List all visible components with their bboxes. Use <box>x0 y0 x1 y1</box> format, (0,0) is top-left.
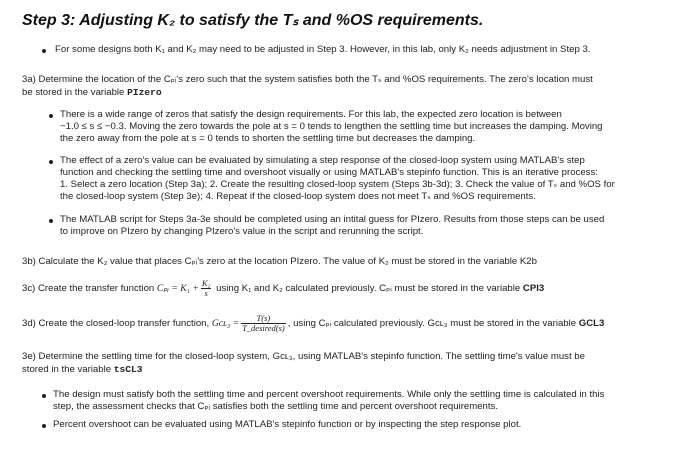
bullet-a1-line3: the zero away from the pole at s = 0 tends to shorten the settling time but decreases the damping. <box>60 133 476 144</box>
bullet-e1-line1: The design must satisfy both the settling time and percent overshoot requirements. While only the settling time is calculated in this <box>53 389 605 400</box>
var-pizero: PIzero <box>127 87 162 98</box>
section-3b: 3b) Calculate the K₂ value that places Cₚᵢ's zero at the location PIzero. The value of K₂ must be stored in the variable K2b <box>22 256 537 267</box>
fraction-t-over-tdesired: $\frac{T(s)}{\text{T\_desired(s)}}$ <box>242 313 285 333</box>
section-3c: 3c) Create the transfer function Cₚᵢ = K₁ + $\frac{\text{K₂}}{s}$ using K₁ and K₂ calculated previously. Cₚᵢ must be stored in the variable CPI3 <box>22 278 545 298</box>
bullet-a3-line2: to improve on PIzero by changing PIzero's value in the script and rerunning the script. <box>60 226 424 237</box>
page-title: Step 3: Adjusting K₂ to satisfy the Tₛ and %OS requirements. <box>22 12 484 29</box>
fraction-k2-over-s: $\frac{\text{K₂}}{s}$ <box>201 278 211 298</box>
intro-bullet-text: For some designs both K₁ and K₂ may need to be adjusted in Step 3. However, in this lab, only K₂ needs adjustment in Step 3. <box>55 44 591 55</box>
var-tscl3: tsCL3 <box>113 364 143 375</box>
bullet-a2-line2: function and checking the settling time and overshoot visually or using MATLAB's stepinfo function. This is an iterative process: <box>60 167 598 178</box>
var-gcl3: GCL3 <box>578 318 605 330</box>
bullet-a1-line1: There is a wide range of zeros that satisfy the design requirements. For this lab, the expected zero location is between <box>60 109 562 120</box>
section-3e-line1: 3e) Determine the settling time for the closed-loop system, Gᴄʟ₃, using MATLAB's stepinfo function. The settling time's value must be <box>22 351 585 362</box>
section-3d: 3d) Create the closed-loop transfer function, Gᴄʟ₃ = $\frac{T(s)}{\text{T\_desired(s)}}$ , using Cₚᵢ calculated previously. Gᴄʟ₃ must be stored in the variable GCL3 <box>22 313 605 333</box>
bullet-dot <box>49 160 53 164</box>
bullet-dot <box>49 219 53 223</box>
bullet-a1-line2: −1.0 ≤ s ≤ −0.3. Moving the zero towards the pole at s = 0 tends to lengthen the settling time but increases the damping. Moving <box>60 121 603 132</box>
bullet-a3-line1: The MATLAB script for Steps 3a-3e should be completed using an intital guess for PIzero. Results from those steps can be used <box>60 214 605 225</box>
bullet-dot <box>49 114 53 118</box>
section-3a-line2: be stored in the variable PIzero <box>22 87 162 98</box>
bullet-a2-line4: the closed-loop system (Step 3e); 4. Repeat if the closed-loop system does not meet Tₛ and %OS requirements. <box>60 191 536 202</box>
bullet-e1-line2: step, the assessment checks that Cₚᵢ satisfies both the settling time and percent overshoot requirements. <box>53 401 499 412</box>
bullet-e2-line1: Percent overshoot can be evaluated using MATLAB's stepinfo function or by inspecting the step response plot. <box>53 419 522 430</box>
section-3a-line1: 3a) Determine the location of the Cₚᵢ's zero such that the system satisfies both the Tₛ and %OS requirements. The zero's location must <box>22 74 593 85</box>
section-3e-line2: stored in the variable tsCL3 <box>22 364 143 375</box>
bullet-dot <box>42 424 46 428</box>
bullet-dot <box>42 394 46 398</box>
bullet-a2-line3: 1. Select a zero location (Step 3a); 2. Create the resulting closed-loop system (Steps 3b-3d); 3. Check the value of Tₛ and %OS for <box>60 179 615 190</box>
var-cpi3: CPI3 <box>522 283 545 295</box>
bullet-a2-line1: The effect of a zero's value can be evaluated by simulating a step response of the closed-loop system using MATLAB's step <box>60 155 585 166</box>
bullet-dot <box>42 49 46 53</box>
